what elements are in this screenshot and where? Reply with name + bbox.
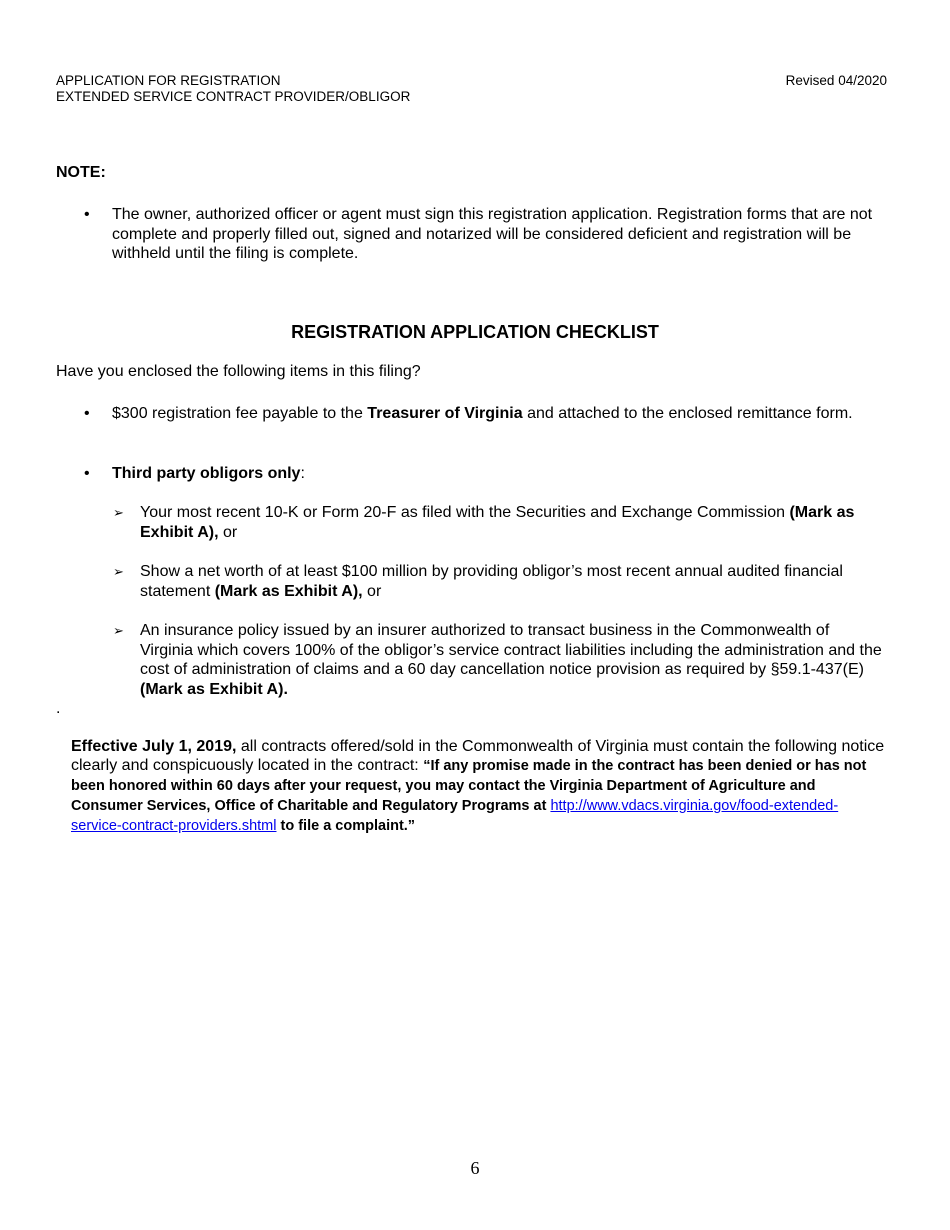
effective-date-lead: Effective July 1, 2019, [71,738,237,755]
page-number: 6 [470,1158,480,1178]
fee-suffix: and attached to the enclosed remittance form. [522,405,853,422]
third-party-label: Third party obligors only [112,465,301,482]
exhibit-label: (Mark as Exhibit A), [214,582,363,600]
effective-notice [71,737,886,836]
notice-quote: “If any promise made in the contract has been denied or has not been honored within 60 days after your request, you may contact the Virginia Department of Agriculture and Consumer Services, Office of Charitable and Regulatory Programs at [71,758,867,814]
sub-item-text: An insurance policy issued by an insurer authorized to transact business in the Commonwealth of Virginia which covers 100% of the obligor’s service contract liabilities including the administration and the cost of administration of claims and a 60 day cancellation notice provision as required by §59.1-437(E) [140,622,882,678]
header-title-line1: APPLICATION FOR REGISTRATION [56,73,281,88]
exhibit-label: (Mark as Exhibit A). [140,680,288,698]
sub-item-suffix: or [362,582,382,600]
document-header [56,73,410,105]
sub-item-text: Your most recent 10-K or Form 20-F as filed with the Securities and Exchange Commission [140,504,790,521]
effective-text: all contracts offered/sold in the Commonwealth of Virginia must contain the following notice clearly and conspicuously located in the contract: [71,738,885,774]
fee-prefix: $300 registration fee payable to the [112,405,368,422]
arrow-bullet-icon: ➢ [113,564,124,579]
sub-item-10k [140,503,890,542]
bullet-icon: • [84,465,90,482]
bullet-icon: • [84,206,90,223]
stray-period: . [56,700,61,717]
header-title-line2: EXTENDED SERVICE CONTRACT PROVIDER/OBLIGOR [56,89,411,104]
note-label: NOTE: [56,164,106,181]
vdacs-complaint-link[interactable]: http://www.vdacs.virginia.gov/food-extended-service-contract-providers.shtml [71,798,839,834]
treasurer-of-virginia: Treasurer of Virginia [367,405,523,422]
sub-item-insurance [140,621,885,699]
sub-item-text: Show a net worth of at least $100 million by providing obligor’s most recent annual audited financial statement [140,563,843,600]
exhibit-label: (Mark as Exhibit A), [140,504,855,541]
third-party-colon: : [300,465,305,482]
revised-date: Revised 04/2020 [785,73,887,88]
sub-item-net-worth [140,562,900,601]
sub-item-suffix: or [218,523,238,541]
bullet-icon: • [84,405,90,422]
fee-item [112,404,872,424]
checklist-intro: Have you enclosed the following items in this filing? [56,363,421,380]
arrow-bullet-icon: ➢ [113,505,124,520]
checklist-title: REGISTRATION APPLICATION CHECKLIST [291,322,659,342]
arrow-bullet-icon: ➢ [113,623,124,638]
notice-quote-end: to file a complaint.” [276,818,416,834]
note-bullet-text: The owner, authorized officer or agent must sign this registration application. Registration forms that are not complete and properly filled out, signed and notarized will be considered deficient and registration will be withheld until the filing is complete. [112,206,873,262]
third-party-item [112,464,305,484]
